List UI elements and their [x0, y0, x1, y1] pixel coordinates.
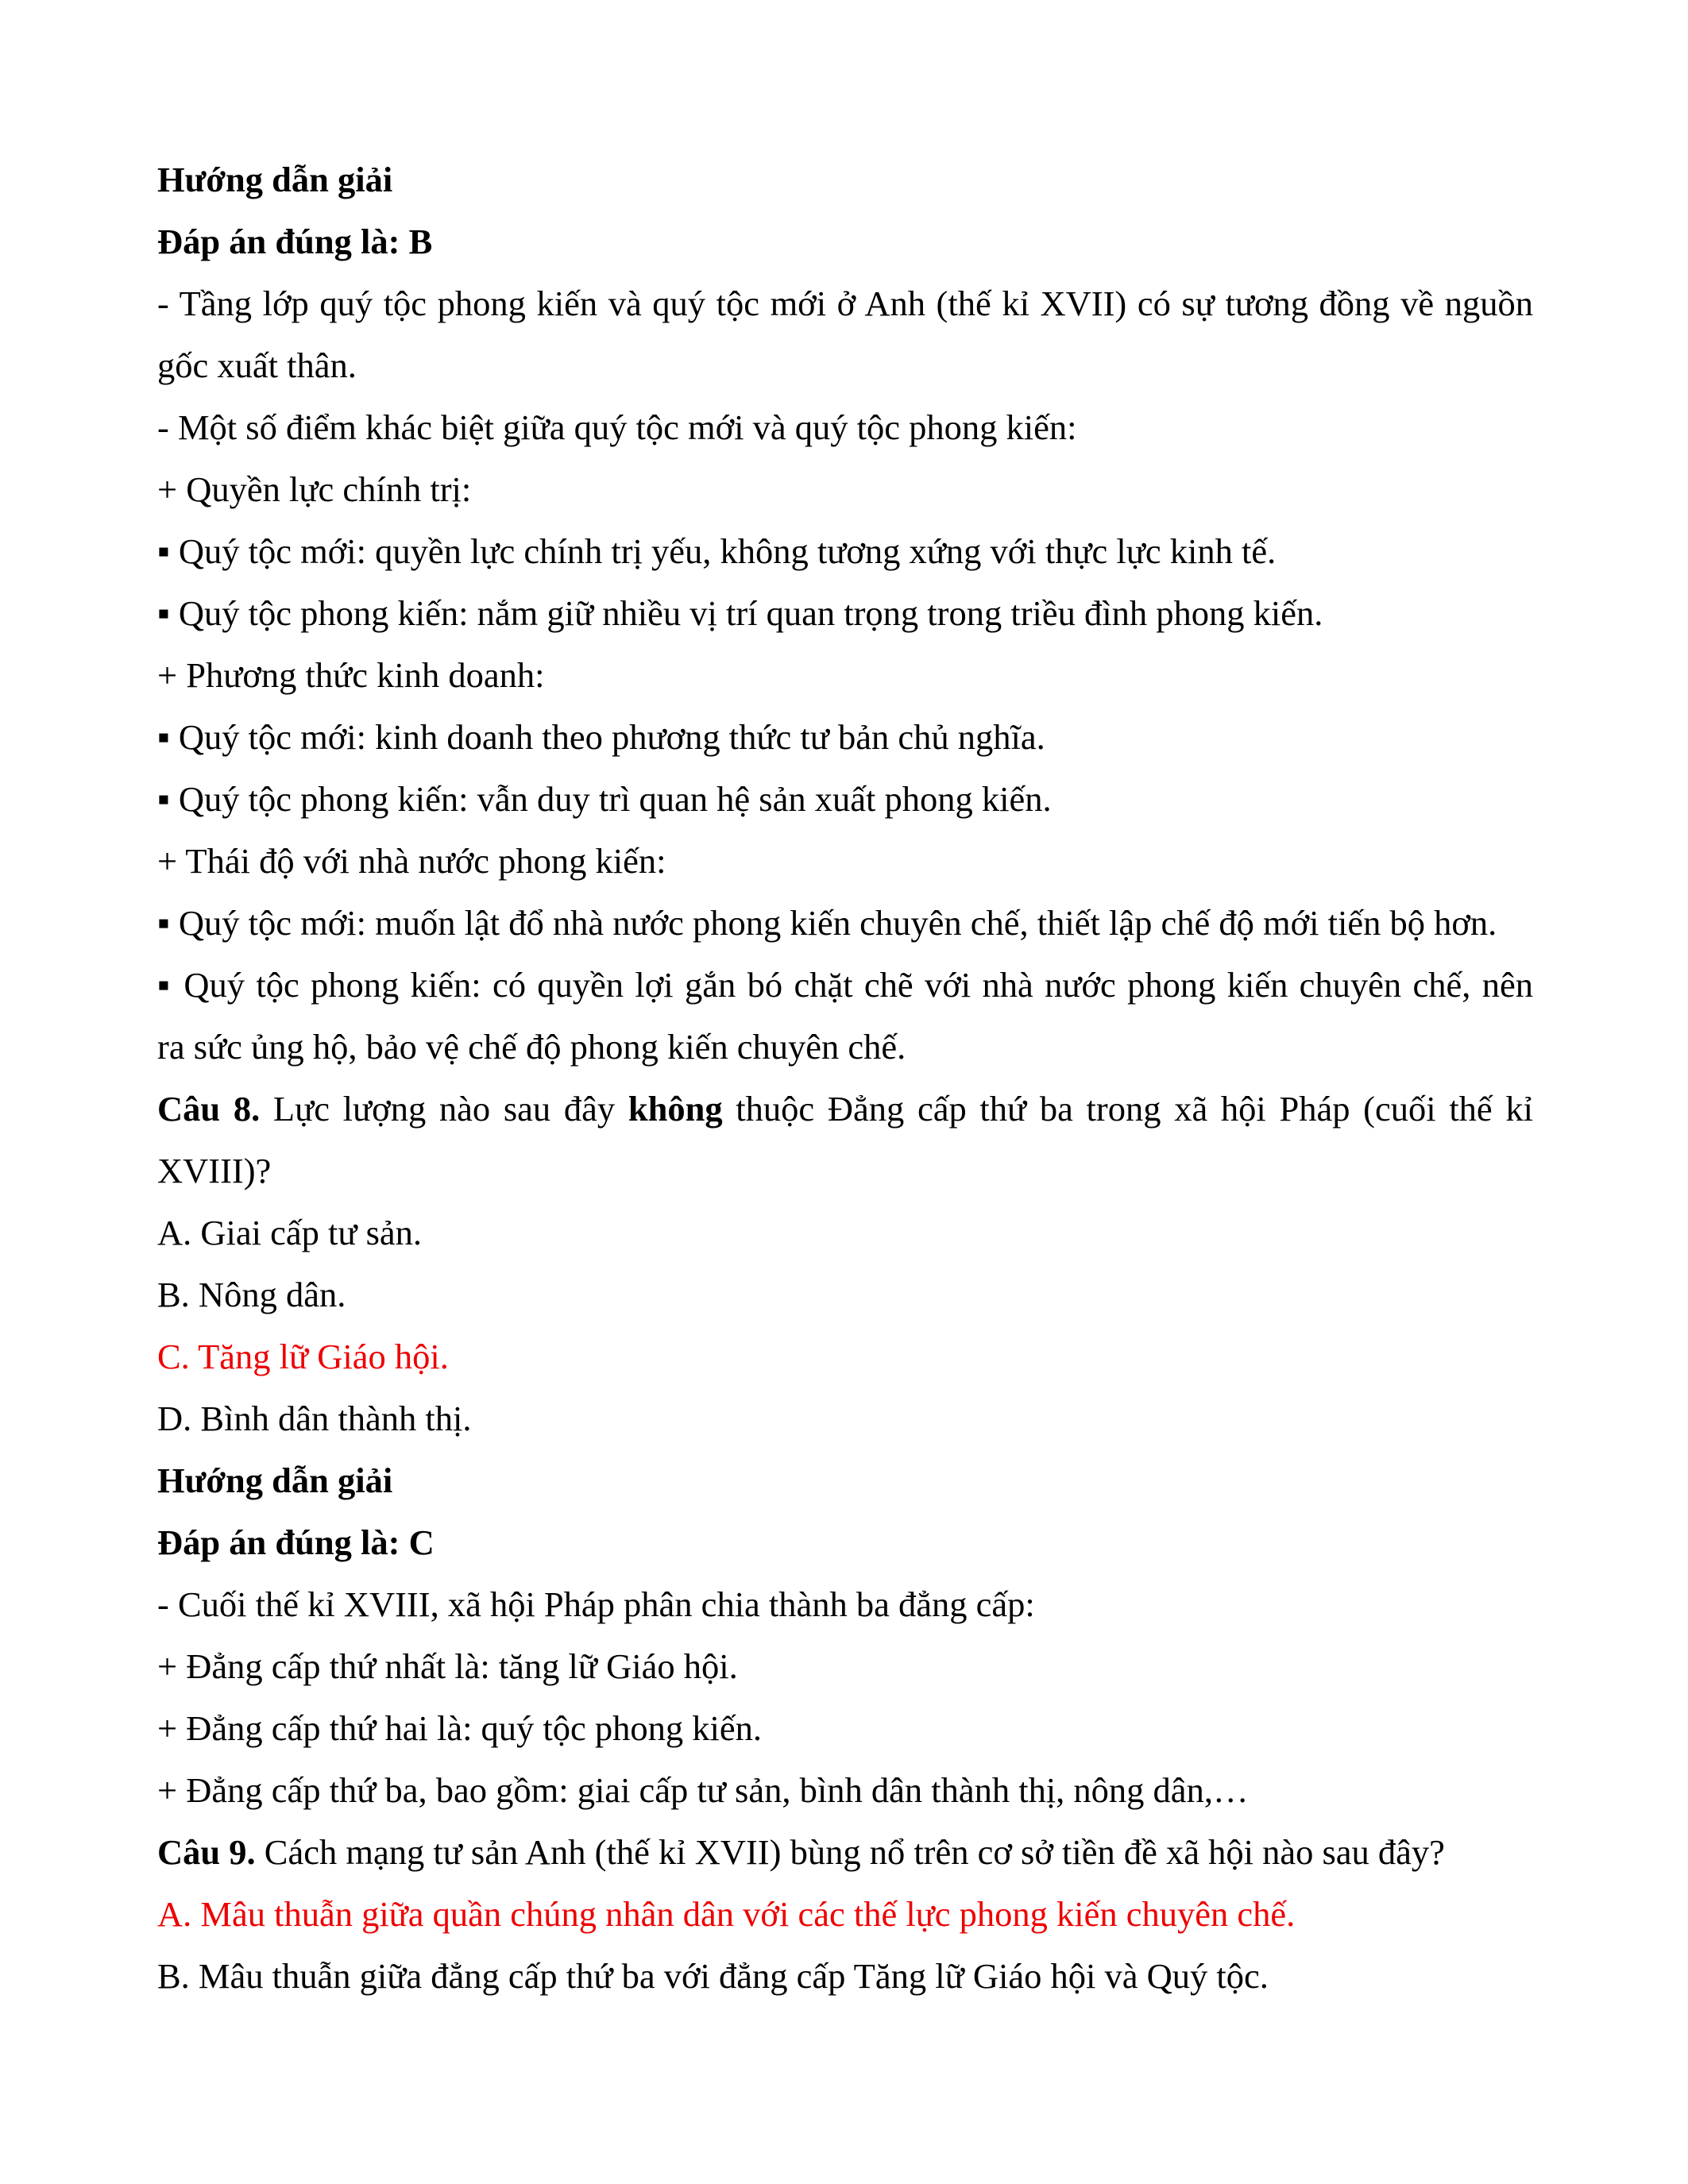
explanation-line: + Phương thức kinh doanh: — [157, 655, 545, 695]
question-8-emphasis: không — [628, 1089, 723, 1129]
explanation-line: ▪ Quý tộc phong kiến: có quyền lợi gắn bó chặt chẽ với nhà nước phong kiến chuyên chế, nên — [157, 965, 1533, 1005]
question-8-text: Lực lượng nào sau đây — [260, 1089, 628, 1129]
answer-line-2: Đáp án đúng là: C — [157, 1522, 435, 1562]
question-8-option-d: D. Bình dân thành thị. — [157, 1399, 472, 1438]
question-9-option-b: B. Mâu thuẫn giữa đẳng cấp thứ ba với đẳng cấp Tăng lữ Giáo hội và Quý tộc. — [157, 1956, 1269, 1996]
question-9-stem — [157, 1828, 1533, 1876]
question-8-option-a: A. Giai cấp tư sản. — [157, 1213, 423, 1252]
explanation-line: ▪ Quý tộc phong kiến: vẫn duy trì quan hệ sản xuất phong kiến. — [157, 779, 1052, 819]
question-8-stem-line2: XVIII)? — [157, 1151, 272, 1190]
explanation-line: - Một số điểm khác biệt giữa quý tộc mới và quý tộc phong kiến: — [157, 407, 1077, 447]
explanation-line: + Thái độ với nhà nước phong kiến: — [157, 841, 666, 881]
explanation-line: + Đẳng cấp thứ ba, bao gồm: giai cấp tư sản, bình dân thành thị, nông dân,… — [157, 1770, 1249, 1810]
explanation-line: ▪ Quý tộc mới: muốn lật đổ nhà nước phong kiến chuyên chế, thiết lập chế độ mới tiến bộ hơn. — [157, 903, 1497, 943]
explanation-line: ra sức ủng hộ, bảo vệ chế độ phong kiến chuyên chế. — [157, 1027, 906, 1067]
question-8-text: thuộc Đẳng cấp thứ ba trong xã hội Pháp (cuối thế kỉ — [722, 1089, 1533, 1129]
explanation-line: ▪ Quý tộc mới: quyền lực chính trị yếu, không tương xứng với thực lực kinh tế. — [157, 531, 1277, 571]
explanation-line: ▪ Quý tộc phong kiến: nắm giữ nhiều vị trí quan trọng trong triều đình phong kiến. — [157, 593, 1323, 633]
explanation-line: + Quyền lực chính trị: — [157, 469, 472, 509]
explanation-line: + Đẳng cấp thứ hai là: quý tộc phong kiến. — [157, 1708, 763, 1748]
solution-heading-2: Hướng dẫn giải — [157, 1461, 393, 1500]
explanation-line: - Tầng lớp quý tộc phong kiến và quý tộc mới ở Anh (thế kỉ XVII) có sự tương đồng về nguồn — [157, 284, 1533, 323]
question-8-option-b: B. Nông dân. — [157, 1275, 346, 1314]
explanation-line: - Cuối thế kỉ XVIII, xã hội Pháp phân chia thành ba đẳng cấp: — [157, 1584, 1035, 1624]
question-9-option-a-correct: A. Mâu thuẫn giữa quần chúng nhân dân với các thế lực phong kiến chuyên chế. — [157, 1894, 1296, 1934]
explanation-line: + Đẳng cấp thứ nhất là: tăng lữ Giáo hội. — [157, 1646, 738, 1686]
explanation-line: ▪ Quý tộc mới: kinh doanh theo phương thức tư bản chủ nghĩa. — [157, 717, 1045, 757]
question-8-label: Câu 8. — [157, 1089, 261, 1129]
question-8-stem — [157, 1085, 1533, 1133]
question-9-text: Cách mạng tư sản Anh (thế kỉ XVII) bùng nổ trên cơ sở tiền đề xã hội nào sau đây? — [255, 1832, 1445, 1872]
explanation-line: gốc xuất thân. — [157, 345, 357, 385]
question-9-label: Câu 9. — [157, 1832, 256, 1872]
solution-heading-1: Hướng dẫn giải — [157, 160, 393, 199]
answer-line-1: Đáp án đúng là: B — [157, 222, 433, 261]
question-8-option-c-correct: C. Tăng lữ Giáo hội. — [157, 1337, 449, 1376]
